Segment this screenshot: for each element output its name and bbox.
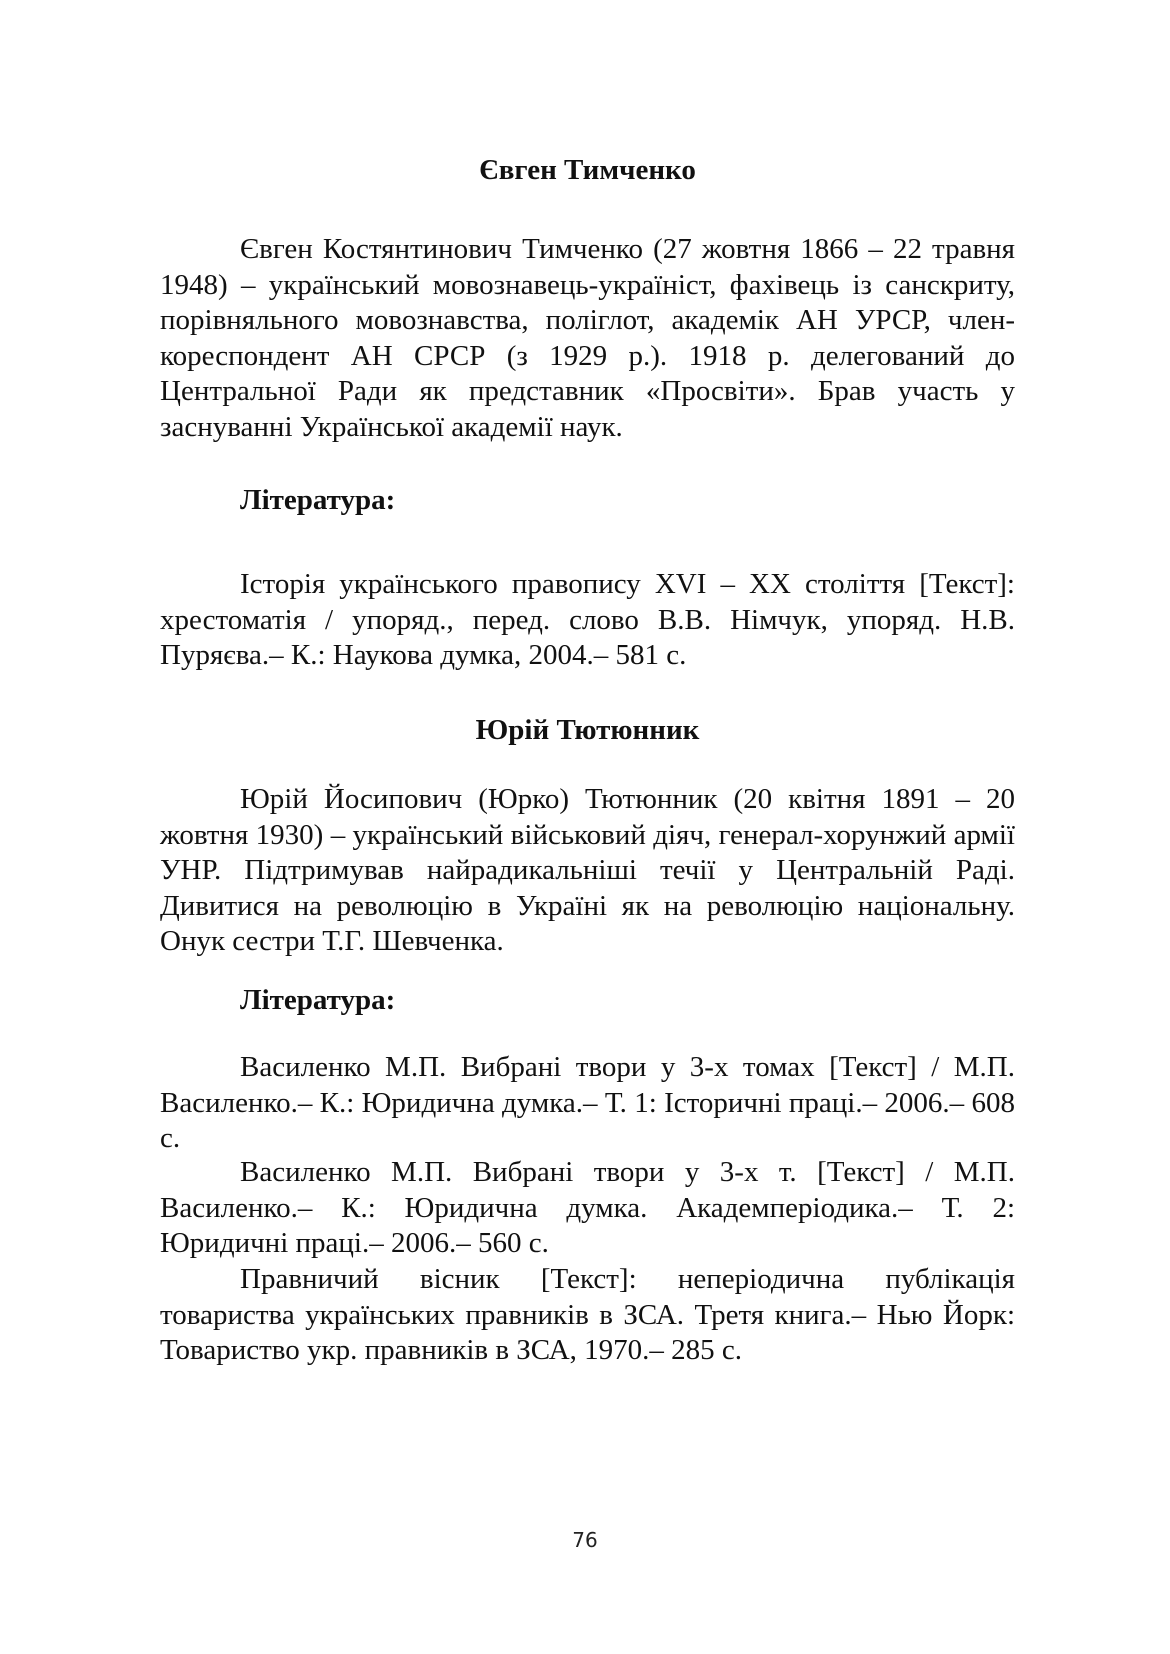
reference-entry: Василенко М.П. Вибрані твори у 3-х т. [Текст] / М.П. Василенко.– К.: Юридична думка. Академперіодика.– Т. 2: Юридичні праці.– 2006.– 560 с. — [160, 1156, 1015, 1259]
literature-heading-tiutiunnyk: Література: — [240, 984, 396, 1016]
biography-paragraph-tymchenko: Євген Костянтинович Тимченко (27 жовтня 1866 – 22 травня 1948) – український мовознавець-україніст, фахівець із санскриту, порівняльного мовознавства, поліглот, академік АН УРСР, член-кореспондент АН СРСР (з 1929 р.). 1918 р. делегований до Центральної Ради як представник «Просвіти». Брав участь у заснуванні Української академії наук. — [160, 233, 1015, 443]
section-title-tiutiunnyk: Юрій Тютюнник — [475, 714, 700, 746]
biography-paragraph-tiutiunnyk: Юрій Йосипович (Юрко) Тютюнник (20 квітня 1891 – 20 жовтня 1930) – український військовий діяч, генерал-хорунжий армії УНР. Підтримував найрадикальніші течії у Центральній Раді. Дивитися на революцію в Україні як на революцію національну. Онук сестри Т.Г. Шевченка. — [160, 783, 1015, 957]
reference-entry: Історія українського правопису XVI – XX століття [Текст]: хрестоматія / упоряд., перед. слово В.В. Німчук, упоряд. Н.В. Пуряєва.– К.: Наукова думка, 2004.– 581 с. — [160, 568, 1015, 671]
section-title-tymchenko: Євген Тимченко — [479, 154, 696, 186]
reference-entry: Правничий вісник [Текст]: неперіодична публікація товариства українських правників в ЗСА. Третя книга.– Нью Йорк: Товариство укр. правників в ЗСА, 1970.– 285 с. — [160, 1263, 1015, 1366]
literature-heading-tymchenko: Література: — [240, 484, 396, 516]
reference-entry: Василенко М.П. Вибрані твори у 3-х томах [Текст] / М.П. Василенко.– К.: Юридична думка.– Т. 1: Історичні праці.– 2006.– 608 с. — [160, 1051, 1015, 1154]
page-number: 76 — [572, 1528, 598, 1552]
